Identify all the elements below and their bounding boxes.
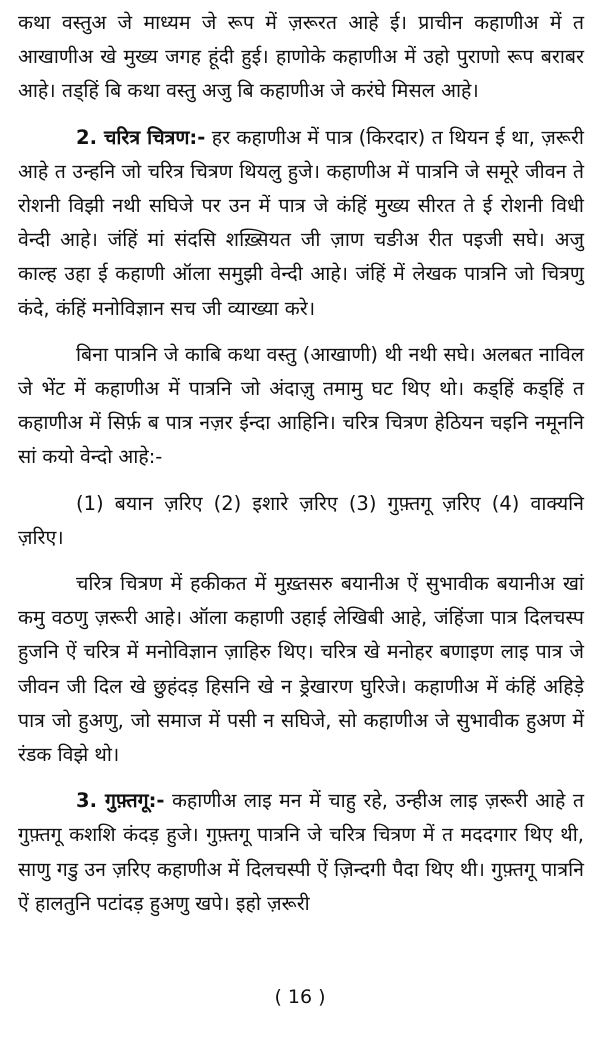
paragraph-character-portrayal (18, 121, 584, 326)
paragraph-dialogue (18, 784, 584, 921)
paragraph-intro (18, 6, 584, 109)
paragraph-without-characters (18, 338, 584, 475)
paragraph-realism (18, 567, 584, 772)
paragraph-methods-list (18, 487, 584, 555)
section-heading: 2. चरित्र चित्रण:- (76, 125, 206, 149)
paragraph-text: (1) बयान ज़रिए (2) इशारे ज़रिए (3) गुफ़्तगू ज़रिए (4) वाक्यनि ज़रिए। (18, 491, 584, 549)
paragraph-text: कहाणीअ लाइ मन में चाहु रहे, उन्हीअ लाइ ज़रूरी आहे त गुफ़्तगू कशशि कंदड़ हुजे। गुफ़्तगू पात्रनि जे चरित्र चित्रण में त मददगार थिए थी, साणु गडु उन ज़रिए कहाणीअ में दिलचस्पी ऐं ज़िन्दगी पैदा थिए थी। गुफ़्तगू पात्रनि ऐं हालतुनि पटांदड़ हुअणु खपे। इहो ज़रूरी (18, 789, 584, 915)
paragraph-text: बिना पात्रनि जे काबि कथा वस्तु (आखाणी) थी नथी सघे। अलबत नाविल जे भेंट में कहाणीअ में पात्रनि जो अंदाज़ु तमामु घट थिए थो। कड्हिं कड्हिं त कहाणीअ में सिर्फ़ ब पात्र नज़र ईन्दा आहिनि। चरित्र चित्रण हेठियन चइनि नमूननि सां कयो वेन्दो आहे:- (18, 342, 584, 469)
page-content (18, 6, 584, 933)
paragraph-text: कथा वस्तुअ जे माध्यम जे रूप में ज़रूरत आहे ई। प्राचीन कहाणीअ में त आखाणीअ खे मुख्य जगह हूंदी हुई। हाणोके कहाणीअ में उहो पुराणो रूप बराबर आहे। तड्हिं बि कथा वस्तु अजु बि कहाणीअ जे करंघे मिसल आहे। (18, 11, 584, 103)
page-number: ( 16 ) (274, 986, 326, 1008)
paragraph-text: हर कहाणीअ में पात्र (किरदार) त थियन ई था, ज़रूरी आहे त उन्हनि जो चरित्र चित्रण थियलु हुजे। कहाणीअ में पात्रनि जे समूरे जीवन ते रोशनी विझी नथी सघिजे पर उन में पात्र जे कंहिं मुख्य सीरत ते ई रोशनी विधी वेन्दी आहे। जंहिं मां संदसि शख़्सियत जी ज़ाण चङीअ रीत पइजी सघे। अजु काल्ह उहा ई कहाणी ऑला समुझी वेन्दी आहे। जंहिं में लेखक पात्रनि जो चित्रणु कंदे, कंहिं मनोविज्ञान सच जी व्याख्या करे। (18, 125, 584, 320)
section-heading: 3. गुफ़्तगू:- (76, 789, 165, 813)
paragraph-text: चरित्र चित्रण में हकीकत में मुख़्तसरु बयानीअ ऐं सुभावीक बयानीअ खां कमु वठणु ज़रूरी आहे। ऑला कहाणी उहाई लेखिबी आहे, जंहिंजा पात्र दिलचस्प हुजनि ऐं चरित्र में मनोविज्ञान ज़ाहिरु थिए। चरित्र खे मनोहर बणाइण लाइ पात्र जे जीवन जी दिल खे छुहंदड़ हिसनि खे न ड्रेखारण घुरिजे। कहाणीअ में कंहिं अहिड़े पात्र जो हुअणु, जो समाज में पसी न सघिजे, सो कहाणीअ जे सुभावीक हुअण में रंडक विझे थो। (18, 572, 584, 767)
